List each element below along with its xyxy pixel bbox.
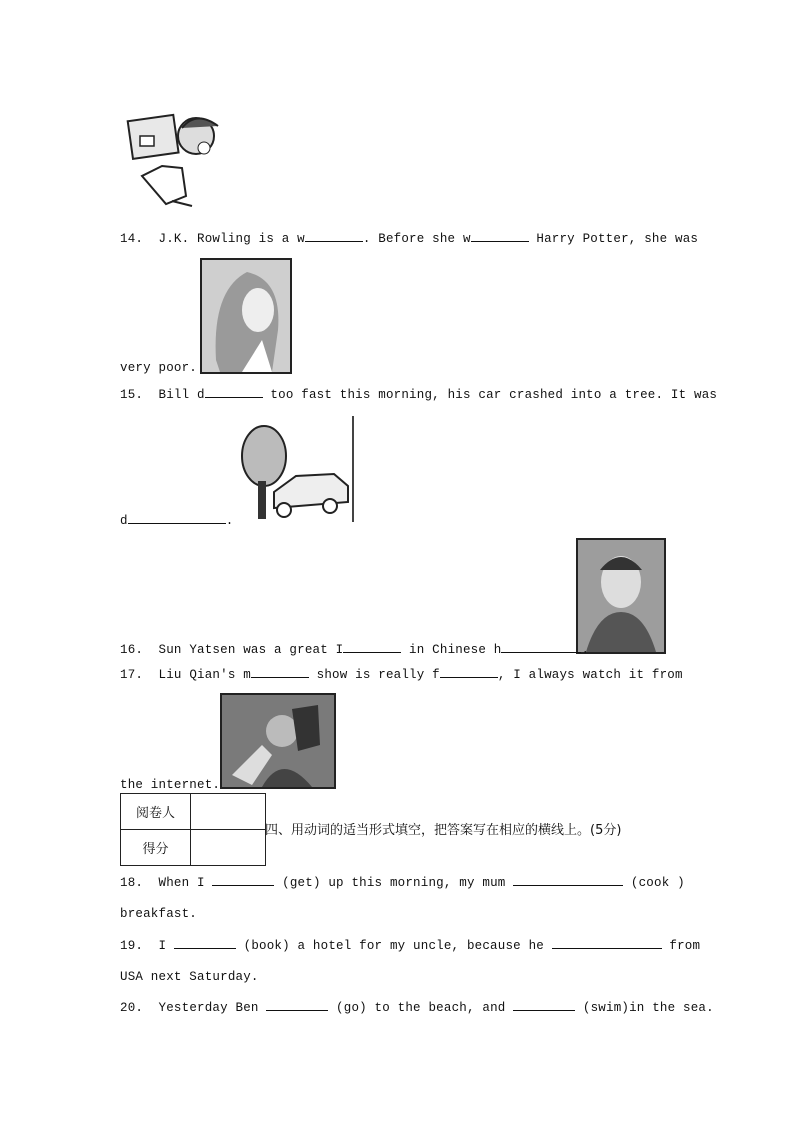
question-text: Sun Yatsen was a great I — [158, 643, 344, 657]
magician-performing-image — [220, 693, 336, 789]
question-text: . — [581, 643, 590, 657]
question-text: too fast this morning, his car crashed into a tree. It was — [262, 388, 718, 402]
grader-label: 阅卷人 — [121, 794, 191, 830]
question-18 — [120, 874, 685, 890]
question-text: , I always watch it from — [497, 668, 683, 682]
answer-blank[interactable] — [251, 666, 309, 678]
answer-blank[interactable] — [471, 230, 529, 242]
grader-field[interactable] — [191, 794, 266, 830]
question-text: (swim)in the sea. — [575, 1001, 714, 1015]
score-table — [120, 793, 266, 866]
question-text: (cook ) — [623, 876, 685, 890]
boy-carrying-box-image — [122, 106, 224, 212]
question-number: 14. — [120, 232, 144, 246]
answer-blank[interactable] — [266, 999, 328, 1011]
table-row — [121, 830, 266, 866]
portrait-jk-rowling-image — [200, 258, 292, 374]
question-19 — [120, 937, 700, 953]
question-20 — [120, 999, 714, 1015]
question-14 — [120, 230, 698, 246]
question-text: from — [661, 939, 701, 953]
question-text: very poor. — [120, 361, 198, 375]
table-row — [121, 794, 266, 830]
car-crash-tree-image — [238, 416, 354, 522]
answer-blank[interactable] — [501, 641, 581, 653]
question-text: Yesterday Ben — [158, 1001, 267, 1015]
answer-blank[interactable] — [513, 874, 623, 886]
question-number: 17. — [120, 668, 144, 682]
question-text: . — [225, 514, 234, 528]
question-text: USA next Saturday. — [120, 970, 259, 984]
question-number: 19. — [120, 939, 144, 953]
question-text: (go) to the beach, and — [328, 1001, 514, 1015]
question-text: When I — [158, 876, 213, 890]
question-15 — [120, 386, 717, 402]
answer-blank[interactable] — [212, 874, 274, 886]
answer-blank[interactable] — [513, 999, 575, 1011]
question-number: 18. — [120, 876, 144, 890]
question-text: Liu Qian's m — [158, 668, 251, 682]
question-text: Harry Potter, she was — [528, 232, 699, 246]
question-15-continuation — [120, 512, 233, 528]
question-16 — [120, 641, 589, 657]
answer-blank[interactable] — [343, 641, 401, 653]
portrait-sun-yatsen-image — [576, 538, 666, 654]
score-field[interactable] — [191, 830, 266, 866]
question-number: 15. — [120, 388, 144, 402]
question-text: the internet. — [120, 778, 221, 792]
question-text: d — [120, 514, 128, 528]
question-text: in Chinese h — [401, 643, 502, 657]
question-text: Bill d — [158, 388, 205, 402]
answer-blank[interactable] — [440, 666, 498, 678]
answer-blank[interactable] — [305, 230, 363, 242]
score-label: 得分 — [121, 830, 191, 866]
question-number: 16. — [120, 643, 144, 657]
answer-blank[interactable] — [128, 512, 226, 524]
question-text: . Before she w — [362, 232, 471, 246]
answer-blank[interactable] — [552, 937, 662, 949]
question-text: (get) up this morning, my mum — [274, 876, 514, 890]
question-text: J.K. Rowling is a w — [158, 232, 305, 246]
answer-blank[interactable] — [174, 937, 236, 949]
question-text: I — [158, 939, 174, 953]
question-text: breakfast. — [120, 907, 198, 921]
question-text: show is really f — [308, 668, 440, 682]
question-number: 20. — [120, 1001, 144, 1015]
section-heading: 四、用动词的适当形式填空，把答案写在相应的横线上。(5分) — [265, 823, 622, 838]
answer-blank[interactable] — [205, 386, 263, 398]
question-17 — [120, 666, 683, 682]
question-text: (book) a hotel for my uncle, because he — [235, 939, 552, 953]
